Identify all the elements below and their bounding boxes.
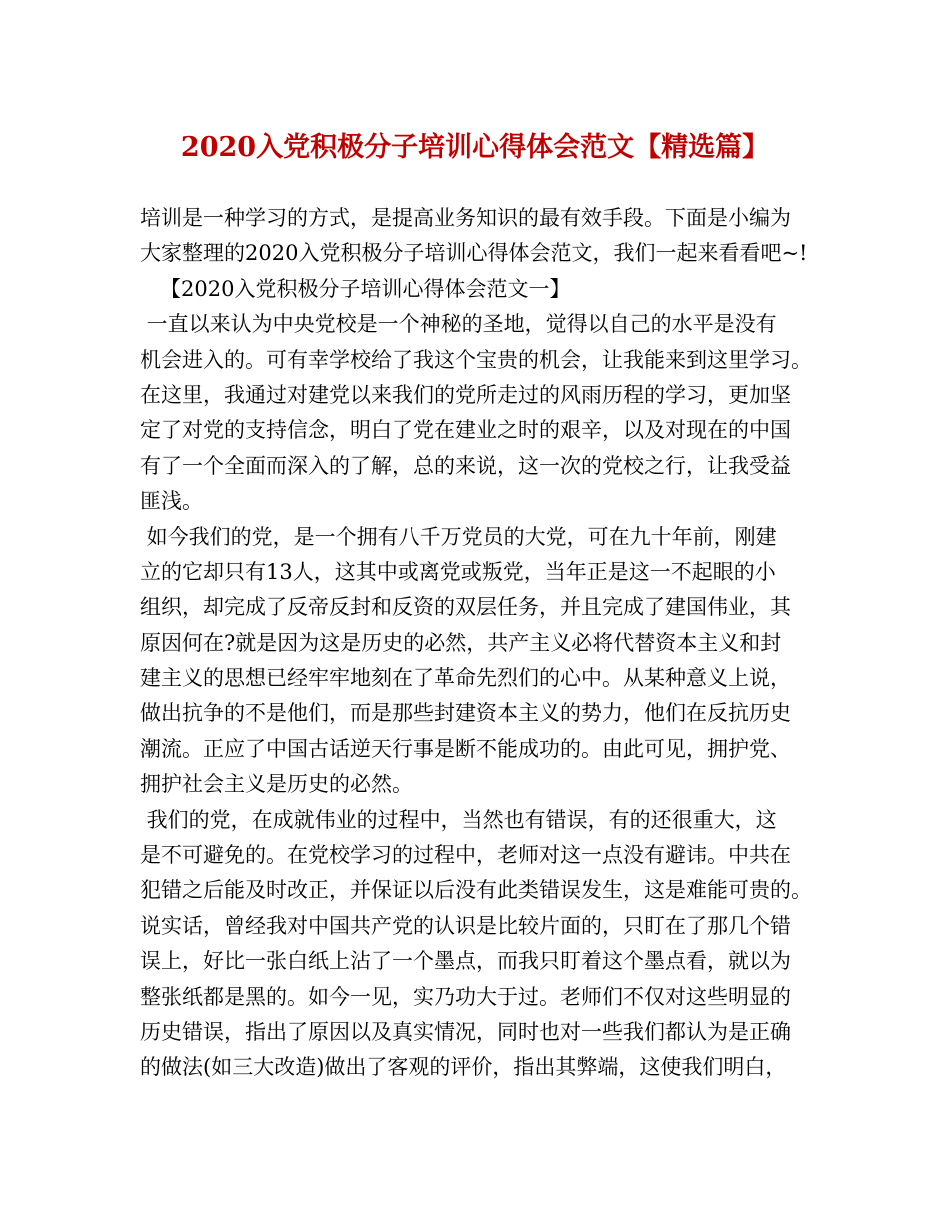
paragraph-line: 一直以来认为中央党校是一个神秘的圣地，觉得以自己的水平是没有 <box>140 312 777 337</box>
paragraph-line: 有了一个全面而深入的了解，总的来说，这一次的党校之行，让我受益 <box>140 453 791 478</box>
paragraph-line: 如今我们的党，是一个拥有八千万党员的大党，可在九十年前，刚建 <box>140 524 777 549</box>
paragraph-line: 【2020入党积极分子培训心得体会范文一】 <box>140 276 571 301</box>
paragraph-line: 我们的党，在成就伟业的过程中，当然也有错误，有的还很重大，这 <box>140 807 777 832</box>
paragraph-line: 立的它却只有13人，这其中或离党或叛党，当年正是这一不起眼的小 <box>140 559 776 584</box>
paragraph-line: 拥护社会主义是历史的必然。 <box>140 772 413 797</box>
paragraph-line: 的做法(如三大改造)做出了客观的评价，指出其弊端，这使我们明白， <box>140 1055 787 1080</box>
paragraph-line: 定了对党的支持信念，明白了党在建业之时的艰辛，以及对现在的中国 <box>140 418 791 443</box>
paragraph-line: 在这里，我通过对建党以来我们的党所走过的风雨历程的学习，更加坚 <box>140 382 791 407</box>
paragraph-line: 说实话，曾经我对中国共产党的认识是比较片面的，只盯在了那几个错 <box>140 913 791 938</box>
paragraph-line: 原因何在?就是因为这是历史的必然，共产主义必将代替资本主义和封 <box>140 630 782 655</box>
paragraph-line: 历史错误，指出了原因以及真实情况，同时也对一些我们都认为是正确 <box>140 1019 791 1044</box>
paragraph-line: 大家整理的2020入党积极分子培训心得体会范文，我们一起来看看吧~! <box>140 241 808 266</box>
paragraph-line: 误上，好比一张白纸上沾了一个墨点，而我只盯着这个墨点看，就以为 <box>140 949 791 974</box>
paragraph-line: 是不可避免的。在党校学习的过程中，老师对这一点没有避讳。中共在 <box>140 843 791 868</box>
paragraph-line: 建主义的思想已经牢牢地刻在了革命先烈们的心中。从某种意义上说， <box>140 666 791 691</box>
paragraph-line: 做出抗争的不是他们，而是那些封建资本主义的势力，他们在反抗历史 <box>140 701 791 726</box>
document-body <box>140 201 820 1086</box>
paragraph-line: 机会进入的。可有幸学校给了我这个宝贵的机会，让我能来到这里学习。 <box>140 347 812 372</box>
paragraph-line: 培训是一种学习的方式，是提高业务知识的最有效手段。下面是小编为 <box>140 206 791 230</box>
document-title: 2020入党积极分子培训心得体会范文【精选篇】 <box>180 132 770 163</box>
paragraph-line: 匪浅。 <box>140 489 203 514</box>
paragraph-line: 潮流。正应了中国古话逆天行事是断不能成功的。由此可见，拥护党、 <box>140 736 791 761</box>
paragraph-line: 整张纸都是黑的。如今一见，实乃功大于过。老师们不仅对这些明显的 <box>140 984 791 1009</box>
paragraph-line: 组织，却完成了反帝反封和反资的双层任务，并且完成了建国伟业，其 <box>140 595 791 620</box>
paragraph-line: 犯错之后能及时改正，并保证以后没有此类错误发生，这是难能可贵的。 <box>140 878 812 903</box>
